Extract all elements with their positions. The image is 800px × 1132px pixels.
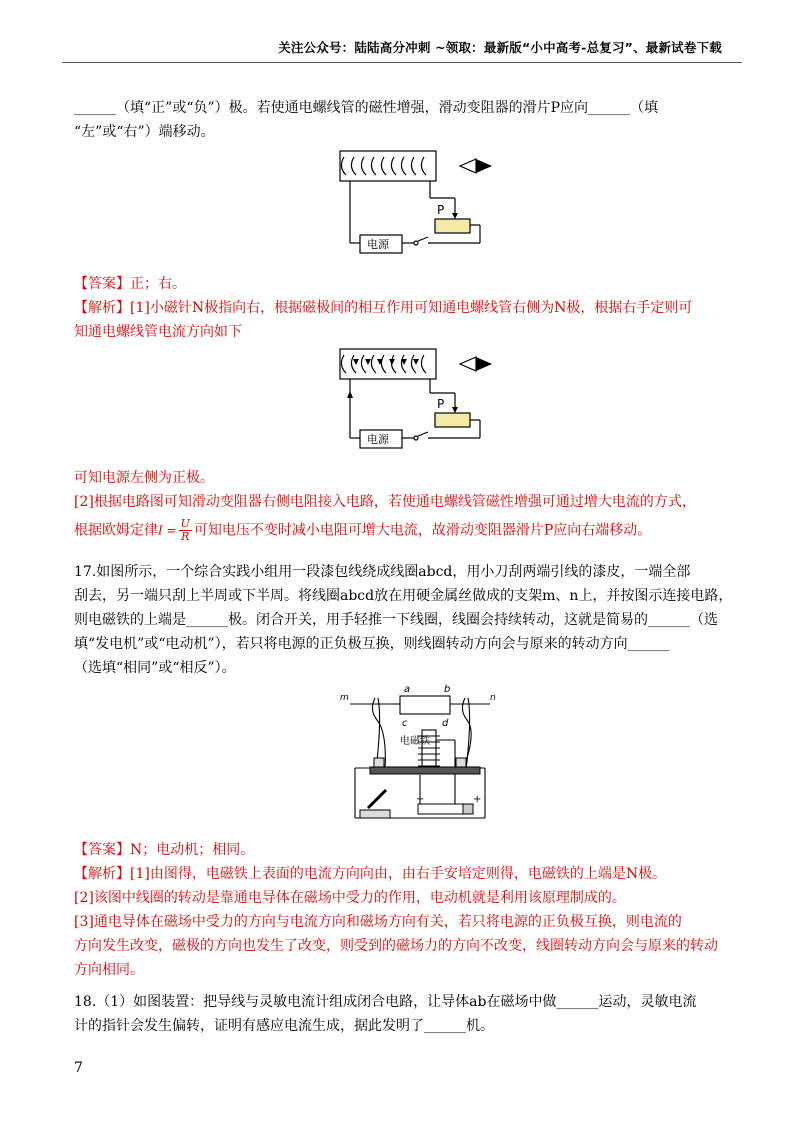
minus-label: − <box>416 794 425 805</box>
fig1-p-label: P <box>437 203 445 217</box>
formula-lhs: I = <box>158 523 177 538</box>
q17-analysis-line1: 【解析】[1]由图得，电磁铁上表面的电流方向向由，由右手安培定则得，电磁铁的上端是N极。 <box>74 866 667 882</box>
q17-analysis-line2: [2]该图中线圈的转动是靠通电导体在磁场中受力的作用，电动机就是利用该原理制成的。 <box>74 890 626 906</box>
q18-text-line1: 18.（1）如图装置：把导线与灵敏电流计组成闭合电路，让导体ab在磁场中做______运动，灵敏电流 <box>74 994 697 1010</box>
motor-apparatus-figure <box>340 680 510 830</box>
q16-text-line1: ______（填“正”或“负”）极。若使通电螺线管的磁性增强，滑动变阻器的滑片P应向______（填 <box>74 100 659 116</box>
fig2-source-label: 电源 <box>367 433 389 446</box>
q16-analysis-line5: 根据欧姆定律I = $\frac{U}{R}$ 可知电压不变时减小电阻可增大电流，故滑动变阻器滑片P应向右端移动。 <box>74 517 652 543</box>
q17-text-line5: （选填“相同”或“相反”）。 <box>74 660 236 676</box>
fig2-p-label: P <box>437 397 445 411</box>
q17-answer: 【答案】N；电动机；相同。 <box>74 842 255 858</box>
q17-analysis-line4: 方向发生改变，磁极的方向也发生了改变，则受到的磁场力的方向不改变，线圈转动方向会与原来的转动 <box>74 938 718 954</box>
label-m: m <box>340 693 349 703</box>
q16-analysis-line3: 可知电源左侧为正极。 <box>74 470 214 486</box>
q17-text-line2: 刮去，另一端只刮上半周或下半周。将线圈abcd放在用硬金属丝做成的支架m、n上，并按图示连接电路， <box>74 588 733 604</box>
q16-answer: 【答案】正；右。 <box>74 276 186 292</box>
compass-needle-icon <box>460 159 492 173</box>
plus-label: + <box>473 794 482 805</box>
page-number: 7 <box>74 1060 83 1076</box>
compass-needle-icon <box>460 357 492 371</box>
q16-analysis-line1: 【解析】[1]小磁针N极指向右，根据磁极间的相互作用可知通电螺线管右侧为N极，根据右手定则可 <box>74 300 693 316</box>
q17-text-line4: 填“发电机”或“电动机”），若只将电源的正负极互换，则线圈转动方向会与原来的转动方向______ <box>74 636 670 652</box>
label-n: n <box>490 693 496 703</box>
solenoid-current-figure <box>330 343 500 458</box>
ohm-formula-fraction: $\frac{U}{R}$ <box>180 517 190 543</box>
electromagnet-label: 电磁铁 <box>400 736 430 747</box>
q16-text-line2: “左”或“右”）端移动。 <box>74 124 215 140</box>
q17-text-line3: 则电磁铁的上端是______极。闭合开关，用手轻推一下线圈，线圈会持续转动，这就是简易的______（选 <box>74 612 718 628</box>
label-c: c <box>402 718 408 729</box>
header-rule <box>62 62 742 63</box>
fig1-source-label: 电源 <box>367 238 389 251</box>
q16-analysis-line4: [2]根据电路图可知滑动变阻器右侧电阻接入电路，若使通电螺线管磁性增强可通过增大电流的方式， <box>74 494 696 510</box>
label-a: a <box>404 684 411 695</box>
label-d: d <box>442 718 449 729</box>
q16-analysis-line2: 知通电螺线管电流方向如下 <box>74 324 242 340</box>
q18-text-line2: 计的指针会发生偏转，证明有感应电流生成，据此发明了______机。 <box>74 1018 494 1034</box>
solenoid-circuit-figure <box>330 143 500 268</box>
q17-text-line1: 17.如图所示，一个综合实践小组用一段漆包线绕成线圈abcd，用小刀刮两端引线的漆皮，一端全部 <box>74 564 691 580</box>
page-header: 关注公众号：陆陆高分冲刺 ~领取：最新版“小中高考-总复习”、最新试卷下载 <box>278 40 722 55</box>
label-b: b <box>444 684 451 695</box>
q17-analysis-line5: 方向相同。 <box>74 962 144 978</box>
q17-analysis-line3: [3]通电导体在磁场中受力的方向与电流方向和磁场方向有关，若只将电源的正负极互换，则电流的 <box>74 914 682 930</box>
